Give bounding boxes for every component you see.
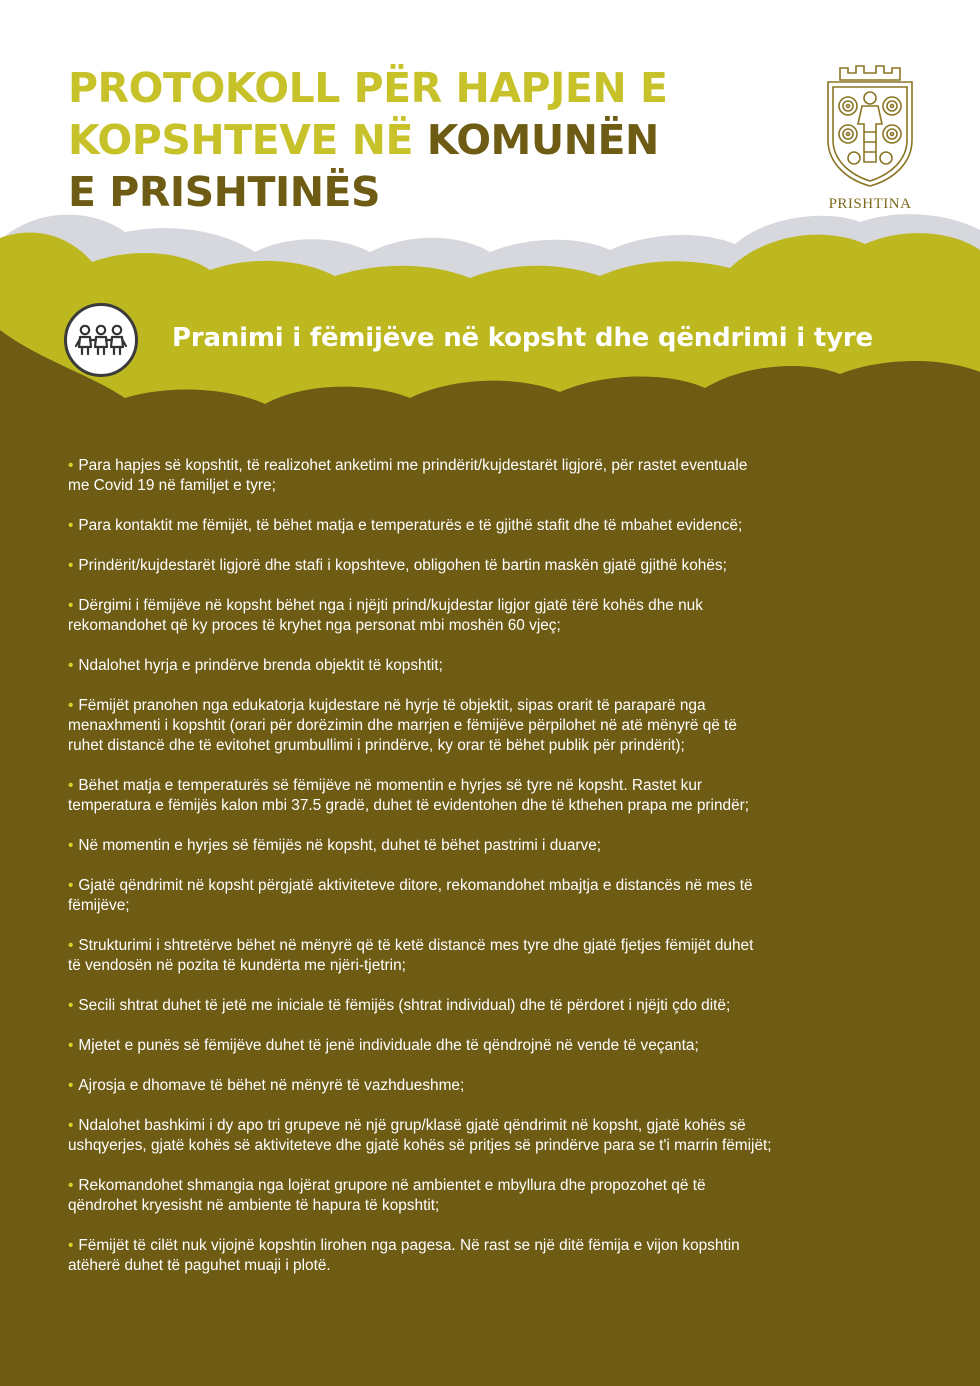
logo-caption: PRISHTINA: [828, 196, 912, 212]
bullet-icon: •: [68, 1037, 74, 1054]
rule-item: [68, 1036, 930, 1056]
rule-item: [68, 456, 930, 496]
bullet-icon: •: [68, 1177, 74, 1194]
bullet-icon: •: [68, 597, 74, 614]
bullet-icon: •: [68, 837, 74, 854]
section-title: Pranimi i fëmijëve në kopsht dhe qëndrimi i tyre: [172, 323, 873, 353]
rule-text: Prindërit/kujdestarët ligjorë dhe stafi i kopshteve, obligohen të bartin maskën gjatë gjithë kohës;: [78, 557, 727, 574]
rule-text: Rekomandohet shmangia nga lojërat grupore në ambientet e mbyllura dhe propozohet që të qëndrohet kryesisht në ambiente të hapura të kopshtit;: [68, 1177, 706, 1214]
rule-item: [68, 1176, 930, 1216]
bullet-icon: •: [68, 877, 74, 894]
bullet-icon: •: [68, 517, 74, 534]
rule-item: [68, 596, 930, 636]
rule-item: [68, 876, 930, 916]
title-line-2-b: KOMUNËN: [426, 116, 659, 164]
rule-item: [68, 996, 930, 1016]
bullet-icon: •: [68, 997, 74, 1014]
rule-item: [68, 516, 930, 536]
bullet-icon: •: [68, 657, 74, 674]
prishtina-coat-of-arms-icon: [818, 62, 922, 190]
title-line-3: E PRISHTINËS: [68, 168, 381, 216]
bullet-icon: •: [68, 457, 74, 474]
rule-item: [68, 556, 930, 576]
rule-text: Ajrosja e dhomave të bëhet në mënyrë të vazhdueshme;: [78, 1077, 465, 1094]
rule-item: [68, 696, 930, 756]
bullet-icon: •: [68, 1117, 74, 1134]
rule-text: Para hapjes së kopshtit, të realizohet anketimi me prindërit/kujdestarët ligjorë, për rastet eventuale me Covid 19 në familjet e tyre;: [68, 457, 748, 494]
rule-text: Ndalohet bashkimi i dy apo tri grupeve në një grup/klasë gjatë qëndrimit në kopsht, gjatë kohës së ushqyerjes, gjatë kohës së aktiviteteve dhe gjatë kohës së pritjes së prindërve para se t'i marrin fëmijët;: [68, 1117, 772, 1154]
rule-text: Në momentin e hyrjes së fëmijës në kopsht, duhet të bëhet pastrimi i duarve;: [78, 837, 602, 854]
rule-text: Ndalohet hyrja e prindërve brenda objektit të kopshtit;: [78, 657, 443, 674]
bullet-icon: •: [68, 557, 74, 574]
rule-item: [68, 776, 930, 816]
rule-text: Strukturimi i shtretërve bëhet në mënyrë që të ketë distancë mes tyre dhe gjatë fjetjes fëmijët duhet të vendosën në pozita të kundërta me njëri-tjetrin;: [68, 937, 754, 974]
prishtina-logo: [818, 62, 922, 222]
title-line-2-a: KOPSHTEVE NË: [68, 116, 427, 164]
rule-item: [68, 1116, 930, 1156]
rule-text: Secili shtrat duhet të jetë me iniciale të fëmijës (shtrat individual) dhe të përdoret i njëjti çdo ditë;: [78, 997, 731, 1014]
rule-text: Bëhet matja e temperaturës së fëmijëve në momentin e hyrjes së tyre në kopsht. Rastet kur temperatura e fëmijës kalon mbi 37.5 gradë, duhet të evidentohen dhe të kthehen prapa me prindër;: [68, 777, 750, 814]
bullet-icon: •: [68, 697, 74, 714]
rule-item: [68, 1236, 930, 1276]
rule-text: Dërgimi i fëmijëve në kopsht bëhet nga i njëjti prind/kujdestar ligjor gjatë tërë kohës dhe nuk rekomandohet që ky proces të kryhet nga personat mbi moshën 60 vjeç;: [68, 597, 703, 634]
rule-item: [68, 656, 930, 676]
rule-text: Para kontaktit me fëmijët, të bëhet matja e temperaturës e të gjithë stafit dhe të mbahet evidencë;: [78, 517, 743, 534]
bullet-icon: •: [68, 937, 74, 954]
bullet-icon: •: [68, 1237, 74, 1254]
rule-item: [68, 1076, 930, 1096]
rules-list: [68, 456, 930, 1296]
children-group-icon: [64, 303, 138, 377]
poster-title: [68, 62, 788, 218]
rule-text: Gjatë qëndrimit në kopsht përgjatë aktiviteteve ditore, rekomandohet mbajtja e distancës në mes të fëmijëve;: [68, 877, 753, 914]
bullet-icon: •: [68, 777, 74, 794]
bullet-icon: •: [68, 1077, 74, 1094]
rule-text: Fëmijët të cilët nuk vijojnë kopshtin lirohen nga pagesa. Në rast se një ditë fëmija e vijon kopshtin atëherë duhet të paguhet muaji i plotë.: [68, 1237, 740, 1274]
rule-text: Fëmijët pranohen nga edukatorja kujdestare në hyrje të objektit, sipas orarit të paraparë nga menaxhmenti i kopshtit (orari për dorëzimin dhe marrjen e fëmijëve përpilohet në atë mënyrë që të ruhet distancë dhe të evitohet grumbullimi i prindërve, ky orar të bëhet publik për prindërit);: [68, 697, 737, 754]
title-line-1: PROTOKOLL PËR HAPJEN E: [68, 64, 668, 112]
rule-text: Mjetet e punës së fëmijëve duhet të jenë individuale dhe të qëndrojnë në vende të veçanta;: [78, 1037, 699, 1054]
rule-item: [68, 836, 930, 856]
rule-item: [68, 936, 930, 976]
